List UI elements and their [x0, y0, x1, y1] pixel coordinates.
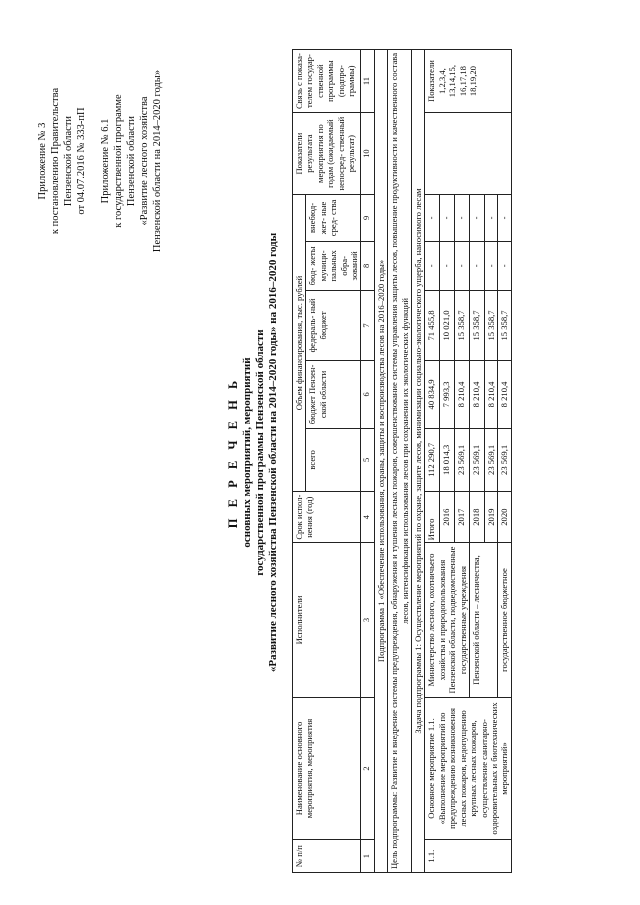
column-number: 6 — [361, 361, 374, 429]
term-cell: 2016 — [440, 491, 455, 542]
header-line: Пензенской области — [126, 115, 137, 207]
task-row — [412, 50, 425, 873]
column-number: 10 — [361, 113, 374, 195]
header-link: Связь с показа- телем государ- ственной программы (подпро- граммы) — [293, 50, 361, 113]
federal-cell: 15 358,7 — [484, 290, 497, 360]
column-number: 11 — [361, 50, 374, 113]
offbudget-cell: - — [440, 195, 455, 242]
title-line: основных мероприятий, мероприятий — [241, 357, 253, 548]
term-cell: 2018 — [470, 491, 485, 542]
header-name: Наименование основного мероприятия, мероприятия — [293, 697, 361, 840]
table-row — [425, 50, 440, 873]
measures-table — [292, 49, 512, 873]
header-executors: Исполнители — [293, 543, 361, 697]
municipal-cell: - — [470, 241, 485, 290]
subprogram-goal: Цель подпрограммы: Развитие и внедрение системы предупреждения, обнаружения и тушения лесных пожаров, совершенствование системы управления защиты лесов, повышение продуктивности и качественного состава лесов, интенсификация использования лесов при сохранении их экологических функций — [388, 50, 412, 873]
regional-cell: 7 993,3 — [440, 361, 455, 429]
subprogram-task: Задача подпрограммы 1: Осуществление мероприятий по охране, защите лесов, минимизации социально-экологического ущерба, наносимого лесам — [412, 50, 425, 873]
total-cell: 23 569,1 — [455, 428, 470, 491]
measure-executors-3: государственное бюджетное — [498, 543, 511, 697]
subprogram-row — [374, 50, 387, 873]
municipal-cell: - — [425, 241, 440, 290]
header-regional-budget: бюджет Пензен- ской области — [306, 361, 361, 429]
title-heading: П Е Р Е Ч Е Н Ь — [226, 376, 240, 529]
header-line: к государственной программе — [113, 94, 124, 228]
header-total: всего — [306, 428, 361, 491]
regional-cell: 8 210,4 — [455, 361, 470, 429]
regional-cell: 40 834,9 — [425, 361, 440, 429]
total-cell: 112 290,7 — [425, 428, 440, 491]
column-number: 9 — [361, 195, 374, 242]
header-line: Пензенской области — [63, 115, 74, 207]
total-cell: 18 014,3 — [440, 428, 455, 491]
offbudget-cell: - — [484, 195, 497, 242]
offbudget-cell: - — [425, 195, 440, 242]
term-cell: 2017 — [455, 491, 470, 542]
measure-name: Основное мероприятие 1.1. «Выполнение мероприятий по предупреждению возникновения лесных пожаров, недопущению крупных лесных пожаров, осуществление санитарно-оздоровительных и биотехнических мероприятий» — [425, 697, 511, 840]
total-cell: 23 569,1 — [484, 428, 497, 491]
document-title — [226, 0, 280, 905]
federal-cell: 15 358,7 — [455, 290, 470, 360]
header-line: Приложение № 3 — [37, 122, 48, 200]
column-number: 7 — [361, 290, 374, 360]
column-number: 8 — [361, 241, 374, 290]
header-offbudget: внебюд- жет- ные сред- ства — [306, 195, 361, 242]
header-municipal-budget: бюд- жеты муници- пальных обра- зований — [306, 241, 361, 290]
column-number: 5 — [361, 428, 374, 491]
table-header-row — [293, 50, 306, 873]
regional-cell: 8 210,4 — [498, 361, 511, 429]
column-number: 1 — [361, 840, 374, 873]
header-financing: Объем финансирования, тыс. рублей — [293, 195, 306, 492]
regional-cell: 8 210,4 — [484, 361, 497, 429]
regional-cell: 8 210,4 — [470, 361, 485, 429]
federal-cell: 15 358,7 — [498, 290, 511, 360]
term-cell: 2019 — [484, 491, 497, 542]
offbudget-cell: - — [470, 195, 485, 242]
appendix-header — [36, 46, 164, 276]
header-line: от 04.07.2016 № 333-пП — [76, 107, 87, 215]
header-federal-budget: федераль- ный бюджет — [306, 290, 361, 360]
municipal-cell: - — [484, 241, 497, 290]
goal-row — [388, 50, 412, 873]
measure-executors: Министерство лесного, охотничьего хозяйства и природопользования Пензенской области, подведомственные государственные учреждения — [425, 543, 470, 697]
header-num: № п/п — [293, 840, 361, 873]
column-number: 3 — [361, 543, 374, 697]
link-cell: Показатели 1,2,3,4, 13,14,15, 16,17,18 18,19,20 — [425, 50, 511, 113]
total-cell: 23 569,1 — [470, 428, 485, 491]
total-cell: 23 569,1 — [498, 428, 511, 491]
title-line: «Развитие лесного хозяйства Пензенской области на 2014–2020 годы» на 2016–2020 годы — [267, 232, 279, 673]
federal-cell: 71 455,8 — [425, 290, 440, 360]
header-indicators: Показатели результата мероприятия по годам (ожидаемый непосред- ственный результат) — [293, 113, 361, 195]
municipal-cell: - — [455, 241, 470, 290]
header-term: Срок испол- нения (год) — [293, 491, 361, 542]
term-cell: Итого — [425, 491, 440, 542]
indicators-cell — [425, 113, 511, 195]
header-gap — [88, 46, 99, 276]
municipal-cell: - — [498, 241, 511, 290]
column-number: 4 — [361, 491, 374, 542]
offbudget-cell: - — [455, 195, 470, 242]
column-numbers-row — [361, 50, 374, 873]
header-line: «Развитие лесного хозяйства — [139, 96, 150, 226]
row-number: 1.1. — [425, 840, 511, 873]
header-line: Приложение № 6.1 — [100, 118, 111, 204]
subprogram-title: Подпрограмма 1 «Обеспечение использования, охраны, защиты и воспроизводства лесов на 2016–2020 годы» — [374, 50, 387, 873]
offbudget-cell: - — [498, 195, 511, 242]
title-line: государственной программы Пензенской области — [254, 329, 266, 576]
header-line: Пензенской области на 2014–2020 годы» — [152, 69, 163, 253]
column-number: 2 — [361, 697, 374, 840]
term-cell: 2020 — [498, 491, 511, 542]
federal-cell: 15 358,7 — [470, 290, 485, 360]
federal-cell: 10 021,0 — [440, 290, 455, 360]
measure-executors-2: Пензенской области – лесничества, — [470, 543, 498, 697]
header-line: к постановлению Правительства — [50, 87, 61, 235]
municipal-cell: - — [440, 241, 455, 290]
